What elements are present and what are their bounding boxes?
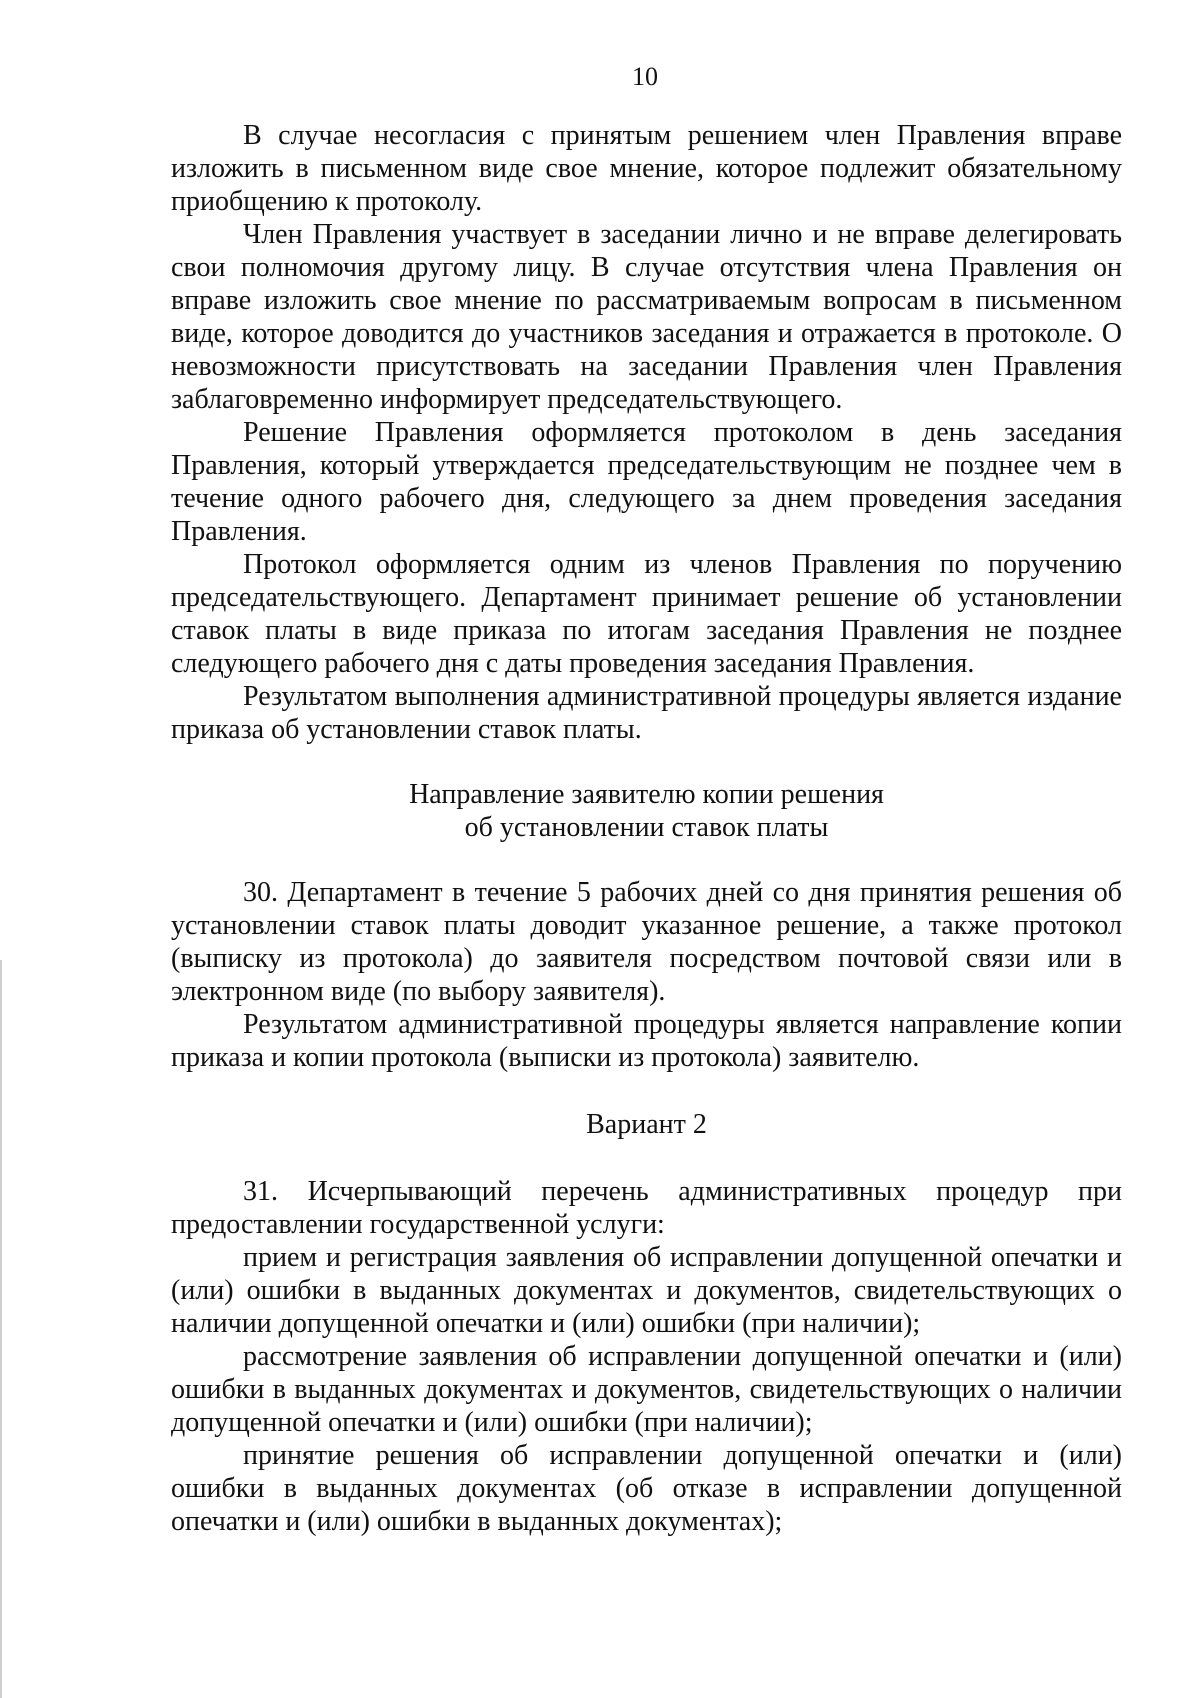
paragraph: Результатом выполнения административной процедуры является издание приказа об установлении ставок платы. [171, 681, 1122, 745]
paragraph: 30. Департамент в течение 5 рабочих дней со дня принятия решения об установлении ставок платы доводит указанное решение, а также протокол (выписку из протокола) до заявителя посредством почтовой связи или в электронном виде (по выбору заявителя). [171, 877, 1122, 1007]
scan-edge-line [0, 960, 2, 1698]
paragraph: Результатом административной процедуры является направление копии приказа и копии протокола (выписки из протокола) заявителю. [171, 1009, 1122, 1073]
list-item: рассмотрение заявления об исправлении допущенной опечатки и (или) ошибки в выданных документах и документов, свидетельствующих о наличии допущенной опечатки и (или) ошибки (при наличии); [171, 1341, 1122, 1438]
paragraph: В случае несогласия с принятым решением член Правления вправе изложить в письменном виде свое мнение, которое подлежит обязательному приобщению к протоколу. [171, 120, 1122, 217]
paragraph: Протокол оформляется одним из членов Правления по поручению председательствующего. Департамент принимает решение об установлении ставок платы в виде приказа по итогам заседания Правления не позднее следующего рабочего дня с даты проведения заседания Правления. [171, 549, 1122, 679]
section-heading-line: Направление заявителю копии решения [409, 779, 884, 810]
paragraph: Решение Правления оформляется протоколом в день заседания Правления, который утверждается председательствующим не позднее чем в течение одного рабочего дня, следующего за днем проведения заседания Правления. [171, 417, 1122, 547]
list-item: принятие решения об исправлении допущенной опечатки и (или) ошибки в выданных документах (об отказе в исправлении допущенной опечатки и (или) ошибки в выданных документах); [171, 1440, 1122, 1537]
paragraph: Член Правления участвует в заседании лично и не вправе делегировать свои полномочия другому лицу. В случае отсутствия члена Правления он вправе изложить свое мнение по рассматриваемым вопросам в письменном виде, которое доводится до участников заседания и отражается в протоколе. О невозможности присутствовать на заседании Правления член Правления заблаговременно информирует председательствующего. [171, 219, 1122, 415]
paragraph: 31. Исчерпывающий перечень административных процедур при предоставлении государственной услуги: [171, 1176, 1122, 1240]
list-item: прием и регистрация заявления об исправлении допущенной опечатки и (или) ошибки в выданных документах и документов, свидетельствующих о наличии допущенной опечатки и (или) ошибки (при наличии); [171, 1242, 1122, 1339]
page-number: 10 [632, 62, 658, 91]
variant-heading: Вариант 2 [586, 1109, 707, 1140]
section-heading [171, 778, 1122, 844]
section-heading-line: об установлении ставок платы [464, 812, 829, 843]
document-body [171, 119, 1122, 1538]
